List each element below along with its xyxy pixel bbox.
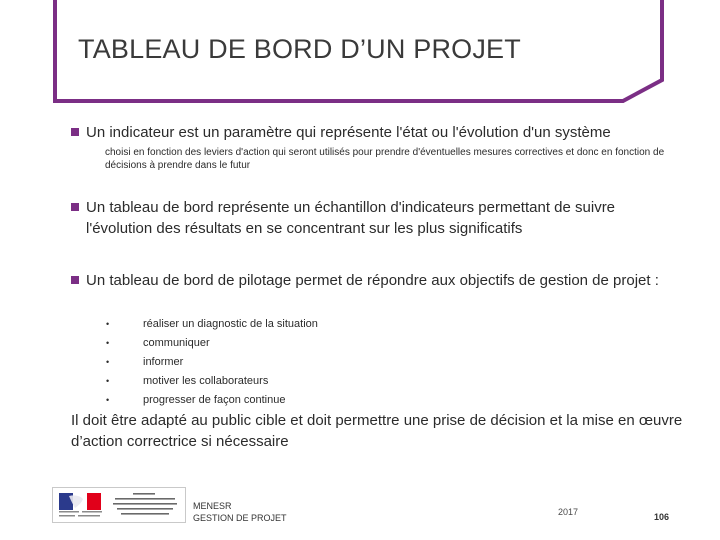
slide-title: TABLEAU DE BORD D’UN PROJET: [78, 34, 521, 64]
list-item: [103, 353, 403, 372]
dot-bullet-icon: •: [106, 395, 110, 405]
list-item: [103, 315, 403, 334]
bullet-dashboard: [71, 197, 683, 239]
dot-bullet-icon: •: [106, 319, 110, 329]
bullet-indicator-text: Un indicateur est un paramètre qui représente l'état ou l'évolution d'un système: [86, 124, 611, 141]
footer-year: 2017: [558, 507, 579, 517]
marianne-flag-icon: [59, 493, 101, 510]
bullet-steering-dashboard: [71, 270, 683, 291]
republic-motto-mark-icon: [58, 510, 106, 518]
footer-organization: MENESR: [193, 501, 232, 511]
footer-subtitle: GESTION DE PROJET: [193, 513, 287, 523]
list-item: [103, 334, 403, 353]
bullet-dashboard-text: Un tableau de bord représente un échantillon d'indicateurs permettant de suivre l'évolution des résultats en se concentrant sur les plus significatifs: [86, 199, 616, 237]
list-item-text: informer: [143, 356, 184, 368]
dot-bullet-icon: •: [106, 357, 110, 367]
ministry-name-mark-icon: [109, 492, 181, 518]
list-item: [103, 391, 403, 410]
square-bullet-icon: [71, 128, 79, 136]
dot-bullet-icon: •: [106, 338, 110, 348]
list-item: [103, 372, 403, 391]
bullet-steering-dashboard-text: Un tableau de bord de pilotage permet de répondre aux objectifs de gestion de projet :: [86, 272, 659, 289]
objectives-list: [103, 315, 403, 410]
bullet-indicator: [71, 122, 683, 143]
list-item-text: progresser de façon continue: [143, 394, 286, 406]
square-bullet-icon: [71, 276, 79, 284]
ministry-logo: [52, 487, 186, 523]
bullet-indicator-note: choisi en fonction des leviers d'action qui seront utilisés pour prendre d'éventuelles mesures correctives et donc en fonction de décisions à prendre dans le futur: [105, 147, 665, 171]
list-item-text: communiquer: [143, 337, 210, 349]
conclusion-text: Il doit être adapté au public cible et doit permettre une prise de décision et la mise en œuvre d’action correctrice si nécessaire: [71, 412, 683, 450]
dot-bullet-icon: •: [106, 376, 110, 386]
list-item-text: réaliser un diagnostic de la situation: [143, 318, 318, 330]
square-bullet-icon: [71, 203, 79, 211]
list-item-text: motiver les collaborateurs: [143, 375, 269, 387]
page-number: 106: [654, 512, 670, 522]
